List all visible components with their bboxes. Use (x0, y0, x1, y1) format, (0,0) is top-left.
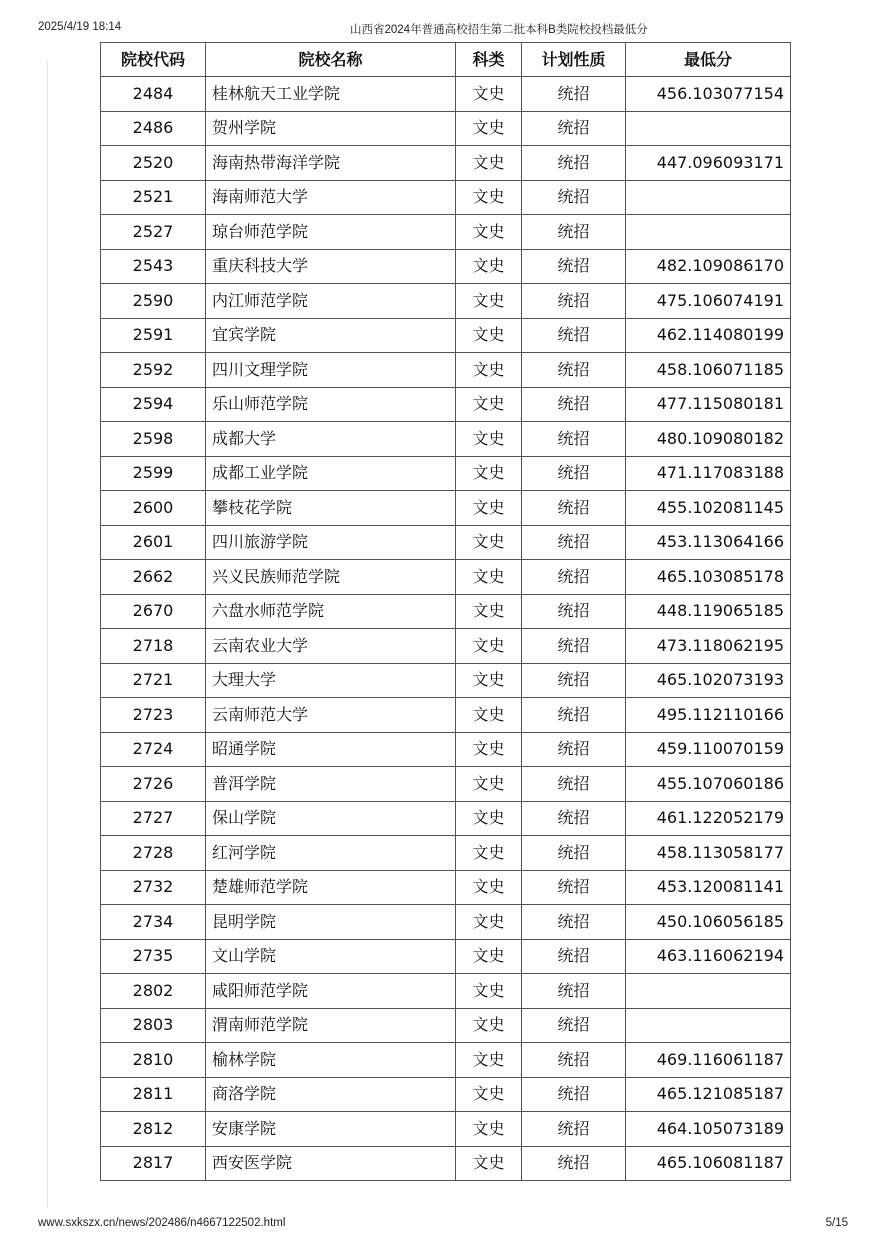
cell-school-code: 2724 (101, 732, 206, 767)
cell-school-code: 2803 (101, 1008, 206, 1043)
table-row (101, 732, 791, 767)
cell-plan-type: 统招 (522, 491, 626, 526)
table-row (101, 870, 791, 905)
cell-category: 文史 (456, 698, 522, 733)
cell-category: 文史 (456, 594, 522, 629)
cell-category: 文史 (456, 870, 522, 905)
cell-plan-type: 统招 (522, 77, 626, 112)
table-row (101, 663, 791, 698)
cell-min-score: 456.103077154 (626, 77, 791, 112)
cell-school-code: 2594 (101, 387, 206, 422)
cell-category: 文史 (456, 732, 522, 767)
cell-plan-type: 统招 (522, 801, 626, 836)
cell-category: 文史 (456, 491, 522, 526)
cell-plan-type: 统招 (522, 836, 626, 871)
cell-category: 文史 (456, 939, 522, 974)
cell-school-name: 咸阳师范学院 (206, 974, 456, 1009)
cell-school-code: 2543 (101, 249, 206, 284)
cell-plan-type: 统招 (522, 1077, 626, 1112)
cell-school-code: 2592 (101, 353, 206, 388)
cell-school-code: 2726 (101, 767, 206, 802)
cell-min-score: 455.102081145 (626, 491, 791, 526)
cell-school-code: 2484 (101, 77, 206, 112)
column-header-score: 最低分 (626, 43, 791, 77)
cell-school-code: 2527 (101, 215, 206, 250)
cell-school-code: 2728 (101, 836, 206, 871)
cell-category: 文史 (456, 1008, 522, 1043)
cell-school-code: 2601 (101, 525, 206, 560)
cell-school-code: 2802 (101, 974, 206, 1009)
cell-school-name: 兴义民族师范学院 (206, 560, 456, 595)
cell-min-score: 463.116062194 (626, 939, 791, 974)
cell-school-code: 2727 (101, 801, 206, 836)
margin-rule (47, 60, 48, 1208)
cell-school-name: 安康学院 (206, 1112, 456, 1147)
cell-school-name: 四川文理学院 (206, 353, 456, 388)
column-header-plan: 计划性质 (522, 43, 626, 77)
cell-category: 文史 (456, 767, 522, 802)
cell-min-score: 465.106081187 (626, 1146, 791, 1181)
table-row (101, 698, 791, 733)
cell-school-code: 2598 (101, 422, 206, 457)
cell-category: 文史 (456, 422, 522, 457)
cell-school-name: 昭通学院 (206, 732, 456, 767)
cell-plan-type: 统招 (522, 525, 626, 560)
cell-school-code: 2591 (101, 318, 206, 353)
print-date: 2025/4/19 18:14 (38, 21, 122, 33)
cell-school-code: 2590 (101, 284, 206, 319)
cell-plan-type: 统招 (522, 387, 626, 422)
cell-min-score: 464.105073189 (626, 1112, 791, 1147)
cell-school-code: 2735 (101, 939, 206, 974)
cell-plan-type: 统招 (522, 905, 626, 940)
cell-min-score: 480.109080182 (626, 422, 791, 457)
cell-school-code: 2810 (101, 1043, 206, 1078)
cell-min-score: 462.114080199 (626, 318, 791, 353)
cell-category: 文史 (456, 77, 522, 112)
cell-school-code: 2721 (101, 663, 206, 698)
cell-plan-type: 统招 (522, 594, 626, 629)
cell-category: 文史 (456, 249, 522, 284)
cell-plan-type: 统招 (522, 939, 626, 974)
cell-category: 文史 (456, 284, 522, 319)
cell-plan-type: 统招 (522, 180, 626, 215)
cell-school-name: 文山学院 (206, 939, 456, 974)
cell-school-name: 榆林学院 (206, 1043, 456, 1078)
cell-plan-type: 统招 (522, 111, 626, 146)
column-header-category: 科类 (456, 43, 522, 77)
cell-school-name: 成都大学 (206, 422, 456, 457)
page-url: www.sxkszx.cn/news/202486/n4667122502.html (38, 1217, 286, 1229)
page-number: 5/15 (825, 1217, 848, 1229)
cell-school-name: 重庆科技大学 (206, 249, 456, 284)
cell-plan-type: 统招 (522, 249, 626, 284)
table-row (101, 318, 791, 353)
cell-category: 文史 (456, 1043, 522, 1078)
cell-category: 文史 (456, 974, 522, 1009)
cell-school-name: 宜宾学院 (206, 318, 456, 353)
cell-min-score: 458.106071185 (626, 353, 791, 388)
cell-category: 文史 (456, 663, 522, 698)
cell-min-score (626, 180, 791, 215)
column-header-name: 院校名称 (206, 43, 456, 77)
cell-school-code: 2723 (101, 698, 206, 733)
cell-school-name: 普洱学院 (206, 767, 456, 802)
cell-category: 文史 (456, 560, 522, 595)
cell-plan-type: 统招 (522, 1043, 626, 1078)
cell-category: 文史 (456, 836, 522, 871)
cell-min-score (626, 974, 791, 1009)
table-row (101, 594, 791, 629)
cell-school-name: 大理大学 (206, 663, 456, 698)
table-row (101, 353, 791, 388)
cell-school-code: 2718 (101, 629, 206, 664)
cell-plan-type: 统招 (522, 663, 626, 698)
cell-school-name: 渭南师范学院 (206, 1008, 456, 1043)
cell-min-score: 471.117083188 (626, 456, 791, 491)
cell-min-score: 459.110070159 (626, 732, 791, 767)
cell-category: 文史 (456, 111, 522, 146)
cell-plan-type: 统招 (522, 1112, 626, 1147)
cell-school-code: 2521 (101, 180, 206, 215)
cell-min-score: 447.096093171 (626, 146, 791, 181)
cell-min-score: 453.113064166 (626, 525, 791, 560)
table-row (101, 249, 791, 284)
cell-category: 文史 (456, 180, 522, 215)
cell-min-score (626, 111, 791, 146)
cell-school-code: 2734 (101, 905, 206, 940)
cell-category: 文史 (456, 1146, 522, 1181)
cell-plan-type: 统招 (522, 1008, 626, 1043)
table-row (101, 905, 791, 940)
cell-school-name: 六盘水师范学院 (206, 594, 456, 629)
cell-min-score: 453.120081141 (626, 870, 791, 905)
cell-category: 文史 (456, 215, 522, 250)
cell-school-name: 内江师范学院 (206, 284, 456, 319)
cell-plan-type: 统招 (522, 870, 626, 905)
cell-plan-type: 统招 (522, 146, 626, 181)
cell-category: 文史 (456, 146, 522, 181)
table-row (101, 801, 791, 836)
cell-school-name: 云南师范大学 (206, 698, 456, 733)
cell-school-name: 成都工业学院 (206, 456, 456, 491)
cell-school-code: 2811 (101, 1077, 206, 1112)
table-row (101, 939, 791, 974)
cell-plan-type: 统招 (522, 456, 626, 491)
table-row (101, 387, 791, 422)
table-row (101, 629, 791, 664)
cell-plan-type: 统招 (522, 629, 626, 664)
table-row (101, 560, 791, 595)
table-row (101, 284, 791, 319)
cell-plan-type: 统招 (522, 560, 626, 595)
table-row (101, 77, 791, 112)
cell-school-name: 云南农业大学 (206, 629, 456, 664)
cell-category: 文史 (456, 905, 522, 940)
cell-category: 文史 (456, 353, 522, 388)
cell-plan-type: 统招 (522, 732, 626, 767)
cell-min-score (626, 1008, 791, 1043)
cell-min-score: 469.116061187 (626, 1043, 791, 1078)
cell-min-score: 473.118062195 (626, 629, 791, 664)
table-row (101, 422, 791, 457)
admission-score-table (100, 42, 791, 1181)
cell-min-score: 465.103085178 (626, 560, 791, 595)
cell-plan-type: 统招 (522, 1146, 626, 1181)
table-header-row (101, 43, 791, 77)
cell-school-name: 商洛学院 (206, 1077, 456, 1112)
table-row (101, 180, 791, 215)
cell-min-score: 477.115080181 (626, 387, 791, 422)
cell-plan-type: 统招 (522, 974, 626, 1009)
cell-min-score (626, 215, 791, 250)
cell-school-name: 攀枝花学院 (206, 491, 456, 526)
cell-school-code: 2732 (101, 870, 206, 905)
table-row (101, 1077, 791, 1112)
cell-school-name: 桂林航天工业学院 (206, 77, 456, 112)
cell-min-score: 482.109086170 (626, 249, 791, 284)
cell-school-code: 2812 (101, 1112, 206, 1147)
cell-min-score: 450.106056185 (626, 905, 791, 940)
table-row (101, 1043, 791, 1078)
cell-school-code: 2599 (101, 456, 206, 491)
cell-category: 文史 (456, 1077, 522, 1112)
cell-school-name: 保山学院 (206, 801, 456, 836)
cell-plan-type: 统招 (522, 215, 626, 250)
table-row (101, 974, 791, 1009)
cell-school-code: 2520 (101, 146, 206, 181)
cell-school-name: 四川旅游学院 (206, 525, 456, 560)
table-row (101, 525, 791, 560)
cell-min-score: 455.107060186 (626, 767, 791, 802)
cell-school-code: 2662 (101, 560, 206, 595)
cell-category: 文史 (456, 1112, 522, 1147)
cell-school-name: 昆明学院 (206, 905, 456, 940)
cell-category: 文史 (456, 801, 522, 836)
cell-school-name: 贺州学院 (206, 111, 456, 146)
cell-school-name: 海南师范大学 (206, 180, 456, 215)
cell-min-score: 495.112110166 (626, 698, 791, 733)
cell-min-score: 465.102073193 (626, 663, 791, 698)
cell-school-code: 2817 (101, 1146, 206, 1181)
table-row (101, 146, 791, 181)
cell-min-score: 475.106074191 (626, 284, 791, 319)
table-row (101, 1112, 791, 1147)
cell-min-score: 448.119065185 (626, 594, 791, 629)
cell-school-code: 2486 (101, 111, 206, 146)
table-row (101, 1008, 791, 1043)
cell-plan-type: 统招 (522, 422, 626, 457)
table-row (101, 491, 791, 526)
cell-school-name: 西安医学院 (206, 1146, 456, 1181)
cell-school-code: 2670 (101, 594, 206, 629)
table-row (101, 215, 791, 250)
cell-plan-type: 统招 (522, 353, 626, 388)
cell-school-name: 琼台师范学院 (206, 215, 456, 250)
cell-school-name: 红河学院 (206, 836, 456, 871)
cell-category: 文史 (456, 456, 522, 491)
cell-category: 文史 (456, 525, 522, 560)
table-row (101, 111, 791, 146)
table-row (101, 767, 791, 802)
cell-category: 文史 (456, 387, 522, 422)
cell-school-name: 楚雄师范学院 (206, 870, 456, 905)
document-title: 山西省2024年普通高校招生第二批本科B类院校投档最低分 (350, 24, 648, 36)
cell-school-name: 乐山师范学院 (206, 387, 456, 422)
cell-min-score: 461.122052179 (626, 801, 791, 836)
cell-school-code: 2600 (101, 491, 206, 526)
cell-min-score: 465.121085187 (626, 1077, 791, 1112)
cell-category: 文史 (456, 318, 522, 353)
table-row (101, 836, 791, 871)
cell-category: 文史 (456, 629, 522, 664)
table-row (101, 456, 791, 491)
column-header-code: 院校代码 (101, 43, 206, 77)
cell-plan-type: 统招 (522, 318, 626, 353)
cell-plan-type: 统招 (522, 767, 626, 802)
cell-plan-type: 统招 (522, 698, 626, 733)
table-body (101, 77, 791, 1181)
table-row (101, 1146, 791, 1181)
cell-plan-type: 统招 (522, 284, 626, 319)
cell-school-name: 海南热带海洋学院 (206, 146, 456, 181)
cell-min-score: 458.113058177 (626, 836, 791, 871)
